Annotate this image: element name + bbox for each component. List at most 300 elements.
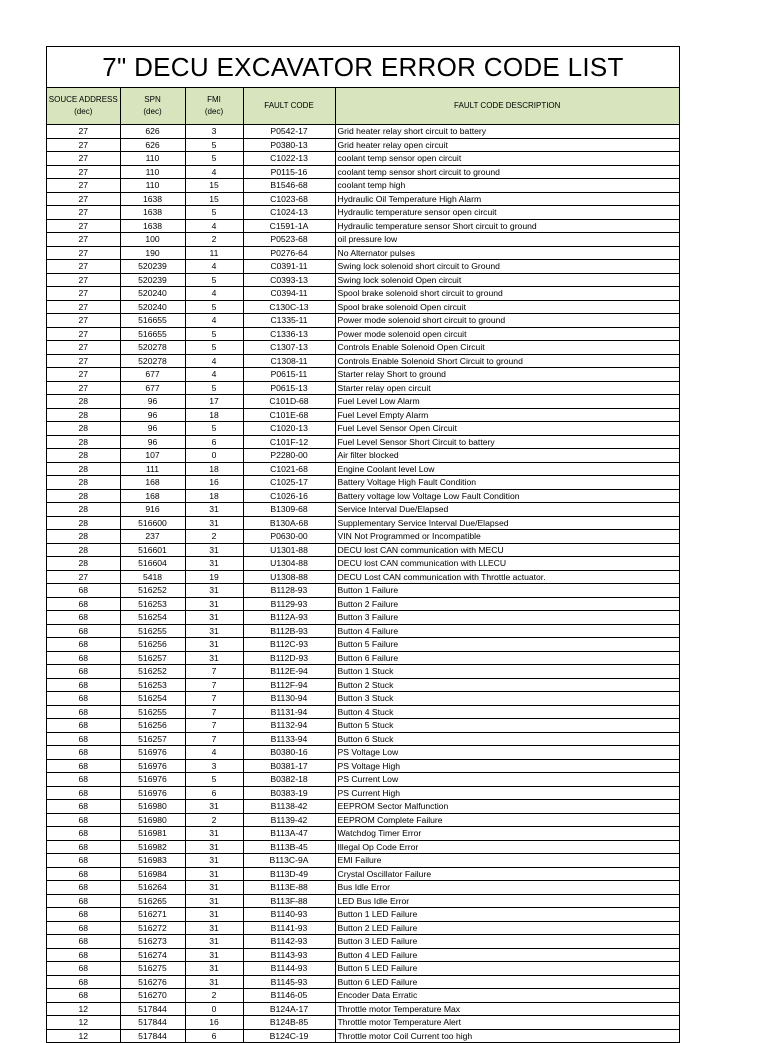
spn-cell: 516982 — [120, 840, 185, 854]
description-cell: Illegal Op Code Error — [335, 840, 679, 854]
fault-code-header — [243, 88, 335, 125]
table-row — [47, 759, 679, 773]
fault-code-cell: P0380-13 — [243, 138, 335, 152]
description-cell: Fuel Level Sensor Open Circuit — [335, 422, 679, 436]
fmi-cell: 31 — [185, 611, 243, 625]
fmi-cell: 7 — [185, 705, 243, 719]
fmi-cell: 31 — [185, 908, 243, 922]
fmi-cell: 16 — [185, 476, 243, 490]
fmi-cell: 15 — [185, 179, 243, 193]
source-address-cell: 68 — [47, 692, 120, 706]
spn-cell: 110 — [120, 179, 185, 193]
spn-cell: 677 — [120, 381, 185, 395]
source-address-cell: 28 — [47, 449, 120, 463]
spn-cell: 516271 — [120, 908, 185, 922]
table-row — [47, 773, 679, 787]
spn-cell: 516983 — [120, 854, 185, 868]
header-label: (dec) — [143, 107, 162, 116]
description-cell: Hydraulic temperature sensor Short circuit to ground — [335, 219, 679, 233]
table-row — [47, 368, 679, 382]
fault-code-cell: B1128-93 — [243, 584, 335, 598]
spn-cell: 516976 — [120, 773, 185, 787]
fmi-cell: 5 — [185, 138, 243, 152]
source-address-cell: 68 — [47, 624, 120, 638]
table-row — [47, 962, 679, 976]
fmi-cell: 31 — [185, 584, 243, 598]
table-row — [47, 530, 679, 544]
fmi-cell: 4 — [185, 354, 243, 368]
fmi-cell: 31 — [185, 800, 243, 814]
description-cell: DECU Lost CAN communication with Throttle actuator. — [335, 570, 679, 584]
spn-cell: 916 — [120, 503, 185, 517]
table-row — [47, 138, 679, 152]
fmi-cell: 6 — [185, 435, 243, 449]
source-address-cell: 27 — [47, 219, 120, 233]
description-cell: Grid heater relay short circuit to battery — [335, 125, 679, 139]
description-cell: Battery Voltage High Fault Condition — [335, 476, 679, 490]
fmi-cell: 7 — [185, 692, 243, 706]
fmi-cell: 5 — [185, 381, 243, 395]
spn-cell: 237 — [120, 530, 185, 544]
table-row — [47, 1016, 679, 1030]
table-row — [47, 422, 679, 436]
source-address-cell: 28 — [47, 489, 120, 503]
table-row — [47, 948, 679, 962]
spn-cell: 516255 — [120, 624, 185, 638]
spn-cell: 516252 — [120, 584, 185, 598]
spn-cell: 110 — [120, 152, 185, 166]
spn-cell: 516600 — [120, 516, 185, 530]
spn-cell: 96 — [120, 435, 185, 449]
source-address-cell: 27 — [47, 138, 120, 152]
fmi-cell: 31 — [185, 651, 243, 665]
fault-code-cell: B0383-19 — [243, 786, 335, 800]
description-cell: EMI Failure — [335, 854, 679, 868]
spn-cell: 516273 — [120, 935, 185, 949]
fmi-cell: 0 — [185, 449, 243, 463]
fault-code-cell: B0381-17 — [243, 759, 335, 773]
fmi-cell: 6 — [185, 1029, 243, 1043]
table-row — [47, 570, 679, 584]
table-row — [47, 678, 679, 692]
fault-code-cell: B113D-49 — [243, 867, 335, 881]
spn-cell: 520239 — [120, 260, 185, 274]
spn-cell: 516254 — [120, 611, 185, 625]
source-address-cell: 68 — [47, 867, 120, 881]
table-row — [47, 435, 679, 449]
table-row — [47, 1029, 679, 1043]
table-row — [47, 233, 679, 247]
fmi-cell: 31 — [185, 827, 243, 841]
source-address-cell: 68 — [47, 813, 120, 827]
source-address-cell: 28 — [47, 435, 120, 449]
fmi-cell: 31 — [185, 975, 243, 989]
description-cell: Button 4 Stuck — [335, 705, 679, 719]
source-address-cell: 68 — [47, 948, 120, 962]
spn-cell: 520239 — [120, 273, 185, 287]
fault-code-cell: C1335-11 — [243, 314, 335, 328]
fmi-cell: 31 — [185, 881, 243, 895]
description-cell: VIN Not Programmed or Incompatible — [335, 530, 679, 544]
fault-code-cell: C101D-68 — [243, 395, 335, 409]
description-cell: Battery voltage low Voltage Low Fault Condition — [335, 489, 679, 503]
fault-code-cell: B130A-68 — [243, 516, 335, 530]
description-cell: Spool brake solenoid short circuit to ground — [335, 287, 679, 301]
fault-code-cell: B1546-68 — [243, 179, 335, 193]
description-cell: EEPROM Sector Malfunction — [335, 800, 679, 814]
fault-code-cell: U1301-88 — [243, 543, 335, 557]
fmi-cell: 2 — [185, 813, 243, 827]
spn-cell: 516254 — [120, 692, 185, 706]
description-cell: Spool brake solenoid Open circuit — [335, 300, 679, 314]
fault-code-cell: B1309-68 — [243, 503, 335, 517]
spn-cell: 520278 — [120, 341, 185, 355]
fmi-cell: 7 — [185, 678, 243, 692]
spn-cell: 516976 — [120, 759, 185, 773]
table-row — [47, 881, 679, 895]
source-address-cell: 27 — [47, 125, 120, 139]
source-address-cell: 68 — [47, 759, 120, 773]
spn-cell: 517844 — [120, 1029, 185, 1043]
source-address-cell: 28 — [47, 503, 120, 517]
source-address-cell: 28 — [47, 543, 120, 557]
description-cell: Fuel Level Empty Alarm — [335, 408, 679, 422]
spn-cell: 516252 — [120, 665, 185, 679]
source-address-cell: 12 — [47, 1016, 120, 1030]
fmi-cell: 31 — [185, 962, 243, 976]
table-row — [47, 894, 679, 908]
table-row — [47, 462, 679, 476]
source-address-header — [47, 88, 120, 125]
fmi-cell: 31 — [185, 948, 243, 962]
description-cell: Button 1 Stuck — [335, 665, 679, 679]
table-row — [47, 260, 679, 274]
fmi-cell: 0 — [185, 1002, 243, 1016]
fault-code-cell: B1142-93 — [243, 935, 335, 949]
fault-code-cell: B0380-16 — [243, 746, 335, 760]
description-cell: PS Current Low — [335, 773, 679, 787]
source-address-cell: 68 — [47, 908, 120, 922]
description-cell: Button 5 Stuck — [335, 719, 679, 733]
source-address-cell: 28 — [47, 476, 120, 490]
source-address-cell: 27 — [47, 300, 120, 314]
spn-cell: 626 — [120, 125, 185, 139]
description-cell: Button 4 Failure — [335, 624, 679, 638]
spn-cell: 516980 — [120, 800, 185, 814]
fmi-cell: 31 — [185, 867, 243, 881]
fmi-cell: 4 — [185, 165, 243, 179]
fault-code-cell: B112A-93 — [243, 611, 335, 625]
description-cell: Service Interval Due/Elapsed — [335, 503, 679, 517]
table-row — [47, 597, 679, 611]
header-label: SPN — [144, 95, 161, 104]
source-address-cell: 28 — [47, 462, 120, 476]
spn-cell: 520278 — [120, 354, 185, 368]
fmi-cell: 4 — [185, 260, 243, 274]
fmi-cell: 5 — [185, 327, 243, 341]
source-address-cell: 68 — [47, 638, 120, 652]
spn-cell: 516257 — [120, 732, 185, 746]
table-row — [47, 273, 679, 287]
fault-code-cell: C1024-13 — [243, 206, 335, 220]
source-address-cell: 27 — [47, 314, 120, 328]
spn-cell: 516272 — [120, 921, 185, 935]
fault-code-cell: C101F-12 — [243, 435, 335, 449]
spn-cell: 677 — [120, 368, 185, 382]
fault-code-cell: B112D-93 — [243, 651, 335, 665]
table-row — [47, 246, 679, 260]
source-address-cell: 68 — [47, 975, 120, 989]
spn-cell: 516253 — [120, 597, 185, 611]
table-row — [47, 449, 679, 463]
fmi-cell: 18 — [185, 408, 243, 422]
description-cell: PS Voltage High — [335, 759, 679, 773]
description-cell: Button 6 Failure — [335, 651, 679, 665]
table-row — [47, 935, 679, 949]
fault-code-cell: C0393-13 — [243, 273, 335, 287]
source-address-cell: 68 — [47, 989, 120, 1003]
fault-code-cell: P0615-13 — [243, 381, 335, 395]
description-cell: Engine Coolant level Low — [335, 462, 679, 476]
fault-code-cell: B113E-88 — [243, 881, 335, 895]
description-cell: Power mode solenoid short circuit to ground — [335, 314, 679, 328]
description-cell: Swing lock solenoid Open circuit — [335, 273, 679, 287]
spn-cell: 516275 — [120, 962, 185, 976]
source-address-cell: 68 — [47, 665, 120, 679]
table-body — [47, 125, 679, 1043]
header-label: FAULT CODE DESCRIPTION — [454, 101, 561, 110]
error-code-sheet — [46, 46, 680, 1043]
source-address-cell: 27 — [47, 206, 120, 220]
table-row — [47, 867, 679, 881]
fault-code-cell: B1143-93 — [243, 948, 335, 962]
fmi-cell: 15 — [185, 192, 243, 206]
table-row — [47, 975, 679, 989]
table-row — [47, 584, 679, 598]
source-address-cell: 27 — [47, 354, 120, 368]
fault-code-cell: C130C-13 — [243, 300, 335, 314]
fmi-cell: 4 — [185, 746, 243, 760]
spn-cell: 516655 — [120, 314, 185, 328]
table-row — [47, 152, 679, 166]
fault-code-cell: B113A-47 — [243, 827, 335, 841]
fmi-cell: 31 — [185, 503, 243, 517]
spn-cell: 516257 — [120, 651, 185, 665]
fault-code-cell: C1336-13 — [243, 327, 335, 341]
description-cell: PS Current High — [335, 786, 679, 800]
source-address-cell: 68 — [47, 705, 120, 719]
table-row — [47, 125, 679, 139]
source-address-cell: 27 — [47, 152, 120, 166]
fmi-cell: 3 — [185, 759, 243, 773]
fault-code-cell: B1133-94 — [243, 732, 335, 746]
description-cell: Button 2 Stuck — [335, 678, 679, 692]
fault-code-cell: B0382-18 — [243, 773, 335, 787]
spn-cell: 516256 — [120, 719, 185, 733]
source-address-cell: 27 — [47, 260, 120, 274]
fmi-cell: 31 — [185, 638, 243, 652]
source-address-cell: 68 — [47, 935, 120, 949]
table-row — [47, 908, 679, 922]
fmi-cell: 4 — [185, 368, 243, 382]
table-row — [47, 611, 679, 625]
fmi-cell: 4 — [185, 314, 243, 328]
description-cell: Button 3 Failure — [335, 611, 679, 625]
fault-code-cell: C0394-11 — [243, 287, 335, 301]
source-address-cell: 68 — [47, 854, 120, 868]
fmi-cell: 18 — [185, 462, 243, 476]
fault-code-cell: C1025-17 — [243, 476, 335, 490]
table-row — [47, 314, 679, 328]
fault-code-cell: P2280-00 — [243, 449, 335, 463]
source-address-cell: 27 — [47, 341, 120, 355]
table-row — [47, 557, 679, 571]
source-address-cell: 28 — [47, 422, 120, 436]
header-label: FAULT CODE — [264, 101, 314, 110]
description-cell: Fuel Level Low Alarm — [335, 395, 679, 409]
spn-cell: 516984 — [120, 867, 185, 881]
spn-cell: 516270 — [120, 989, 185, 1003]
source-address-cell: 27 — [47, 246, 120, 260]
fmi-cell: 5 — [185, 152, 243, 166]
fmi-cell: 2 — [185, 233, 243, 247]
fmi-cell: 31 — [185, 624, 243, 638]
description-cell: No Alternator pulses — [335, 246, 679, 260]
fmi-cell: 3 — [185, 125, 243, 139]
description-cell: Air filter blocked — [335, 449, 679, 463]
source-address-cell: 27 — [47, 192, 120, 206]
spn-cell: 520240 — [120, 300, 185, 314]
fault-code-cell: B112C-93 — [243, 638, 335, 652]
description-cell: Bus Idle Error — [335, 881, 679, 895]
fault-code-cell: B1129-93 — [243, 597, 335, 611]
fmi-cell: 5 — [185, 300, 243, 314]
description-cell: Button 5 LED Failure — [335, 962, 679, 976]
spn-cell: 516976 — [120, 746, 185, 760]
source-address-cell: 68 — [47, 773, 120, 787]
description-cell: Watchdog Timer Error — [335, 827, 679, 841]
fault-code-cell: B113F-88 — [243, 894, 335, 908]
description-cell: Button 2 LED Failure — [335, 921, 679, 935]
source-address-cell: 68 — [47, 786, 120, 800]
fmi-header — [185, 88, 243, 125]
spn-cell: 111 — [120, 462, 185, 476]
fmi-cell: 31 — [185, 597, 243, 611]
description-cell: Controls Enable Solenoid Open Circuit — [335, 341, 679, 355]
source-address-cell: 68 — [47, 827, 120, 841]
source-address-cell: 28 — [47, 395, 120, 409]
header-label: FMI — [207, 95, 221, 104]
description-cell: Button 3 LED Failure — [335, 935, 679, 949]
source-address-cell: 68 — [47, 678, 120, 692]
source-address-cell: 68 — [47, 800, 120, 814]
description-cell: Power mode solenoid open circuit — [335, 327, 679, 341]
fmi-cell: 6 — [185, 786, 243, 800]
description-cell: Button 6 LED Failure — [335, 975, 679, 989]
spn-cell: 516276 — [120, 975, 185, 989]
description-cell: LED Bus Idle Error — [335, 894, 679, 908]
source-address-cell: 27 — [47, 381, 120, 395]
fault-code-cell: B1131-94 — [243, 705, 335, 719]
source-address-cell: 28 — [47, 408, 120, 422]
fmi-cell: 31 — [185, 921, 243, 935]
source-address-cell: 28 — [47, 516, 120, 530]
description-cell: Hydraulic temperature sensor open circuit — [335, 206, 679, 220]
description-cell: Button 6 Stuck — [335, 732, 679, 746]
fault-code-cell: C1023-68 — [243, 192, 335, 206]
description-cell: Throttle motor Temperature Max — [335, 1002, 679, 1016]
table-row — [47, 719, 679, 733]
fmi-cell: 31 — [185, 854, 243, 868]
fmi-cell: 31 — [185, 840, 243, 854]
spn-cell: 516655 — [120, 327, 185, 341]
fault-code-cell: U1304-88 — [243, 557, 335, 571]
description-cell: Starter relay Short to ground — [335, 368, 679, 382]
fmi-cell: 7 — [185, 732, 243, 746]
table-row — [47, 543, 679, 557]
source-address-cell: 12 — [47, 1029, 120, 1043]
description-cell: Throttle motor Coil Current too high — [335, 1029, 679, 1043]
spn-cell: 1638 — [120, 219, 185, 233]
table-row — [47, 800, 679, 814]
source-address-cell: 27 — [47, 233, 120, 247]
fault-code-cell: P0630-00 — [243, 530, 335, 544]
fault-code-cell: C1307-13 — [243, 341, 335, 355]
fault-code-cell: P0276-64 — [243, 246, 335, 260]
description-cell: Button 4 LED Failure — [335, 948, 679, 962]
fault-code-cell: B1132-94 — [243, 719, 335, 733]
description-cell: Supplementary Service Interval Due/Elapsed — [335, 516, 679, 530]
source-address-cell: 68 — [47, 921, 120, 935]
table-row — [47, 476, 679, 490]
fmi-cell: 11 — [185, 246, 243, 260]
source-address-cell: 68 — [47, 894, 120, 908]
description-cell: EEPROM Complete Failure — [335, 813, 679, 827]
table-row — [47, 1002, 679, 1016]
table-row — [47, 300, 679, 314]
spn-cell: 626 — [120, 138, 185, 152]
source-address-cell: 68 — [47, 584, 120, 598]
description-cell: Button 1 Failure — [335, 584, 679, 598]
fault-code-cell: B1138-42 — [243, 800, 335, 814]
fault-code-cell: C1022-13 — [243, 152, 335, 166]
fault-code-cell: P0542-17 — [243, 125, 335, 139]
spn-cell: 516604 — [120, 557, 185, 571]
table-row — [47, 786, 679, 800]
fmi-cell: 17 — [185, 395, 243, 409]
description-cell: Throttle motor Temperature Alert — [335, 1016, 679, 1030]
spn-cell: 516601 — [120, 543, 185, 557]
source-address-cell: 27 — [47, 165, 120, 179]
table-row — [47, 827, 679, 841]
table-row — [47, 206, 679, 220]
fmi-cell: 16 — [185, 1016, 243, 1030]
header-label: SOUCE ADDRESS — [48, 95, 118, 104]
fault-code-cell: B1144-93 — [243, 962, 335, 976]
spn-cell: 100 — [120, 233, 185, 247]
fmi-cell: 7 — [185, 719, 243, 733]
fmi-cell: 5 — [185, 206, 243, 220]
table-row — [47, 395, 679, 409]
table-row — [47, 354, 679, 368]
spn-cell: 516981 — [120, 827, 185, 841]
spn-cell: 96 — [120, 408, 185, 422]
table-row — [47, 165, 679, 179]
fault-code-cell: B1139-42 — [243, 813, 335, 827]
table-row — [47, 489, 679, 503]
spn-cell: 516274 — [120, 948, 185, 962]
source-address-cell: 27 — [47, 327, 120, 341]
